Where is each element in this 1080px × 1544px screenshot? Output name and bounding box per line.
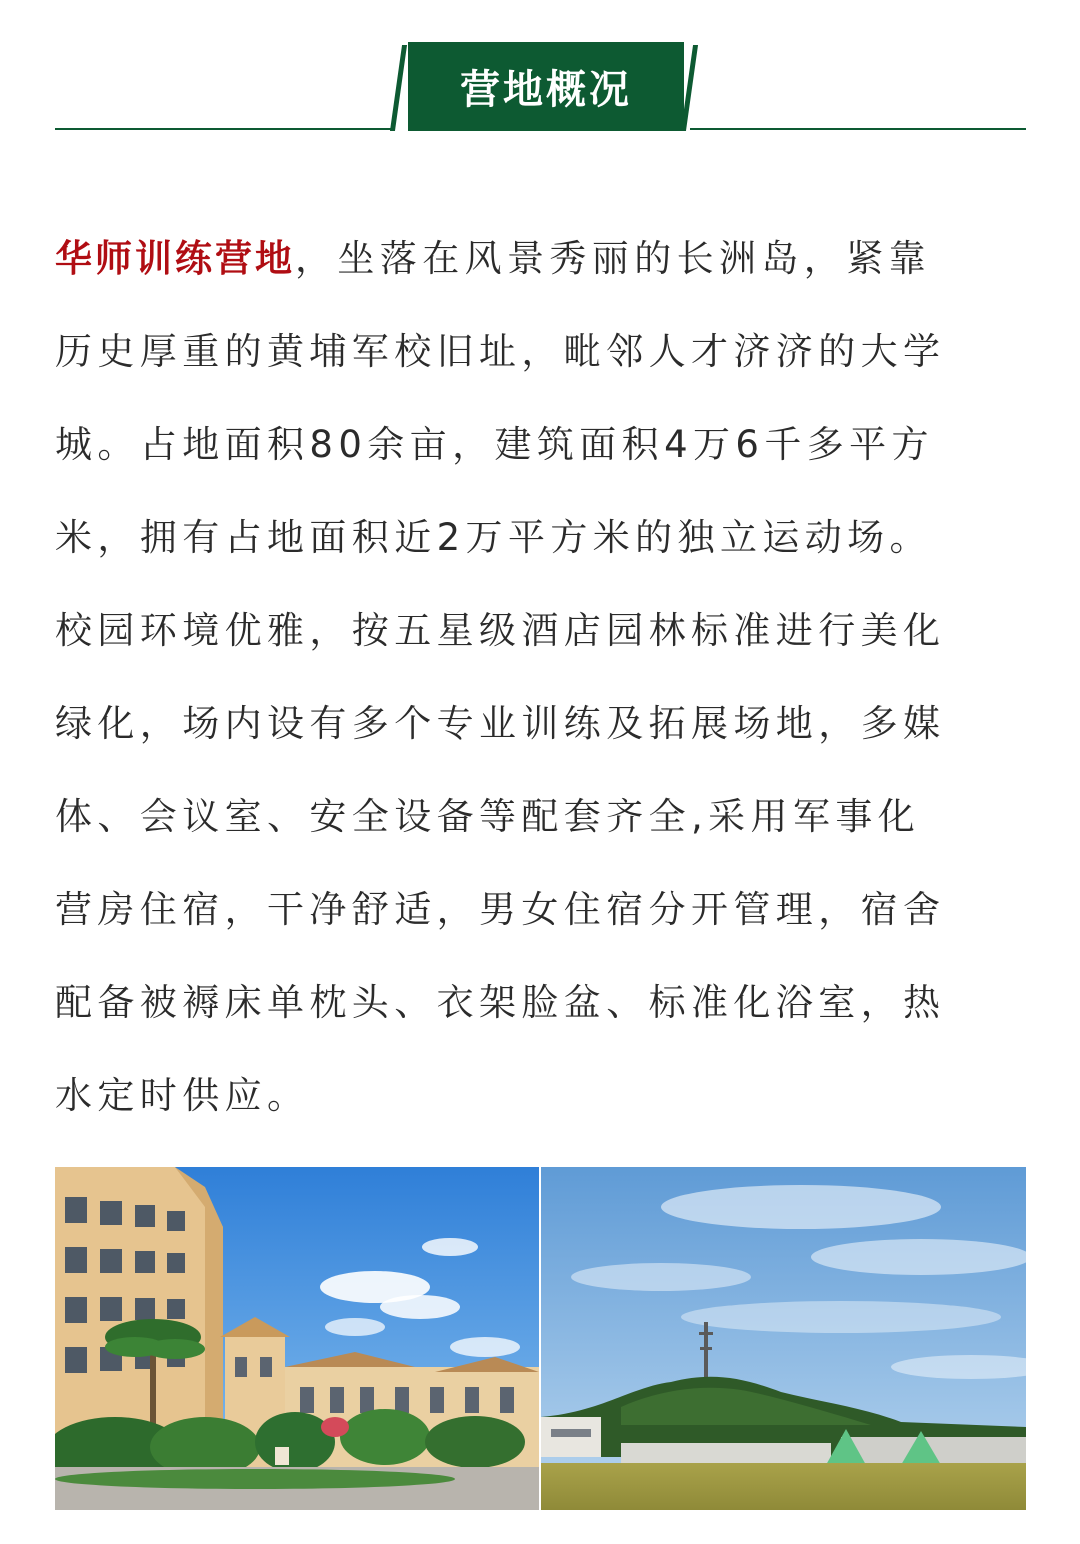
paragraph-line: 体、会议室、安全设备等配套齐全,采用军事化 bbox=[55, 795, 921, 838]
sports-field-photo bbox=[541, 1167, 1026, 1510]
camp-name-highlight: 华师训练营地 bbox=[55, 237, 295, 280]
section-header bbox=[0, 0, 1080, 150]
paragraph-line bbox=[55, 212, 1030, 305]
paragraph-line: 校园环境优雅，按五星级酒店园林标准进行美化 bbox=[55, 609, 946, 652]
paragraph-line: 城。占地面积80余亩，建筑面积4万6千多平方 bbox=[55, 423, 934, 466]
paragraph-line: 绿化，场内设有多个专业训练及拓展场地，多媒 bbox=[55, 702, 946, 745]
header-slash-left bbox=[390, 45, 407, 131]
paragraph-line-text: ，坐落在风景秀丽的长洲岛，紧靠 bbox=[295, 237, 931, 280]
campus-building-photo bbox=[55, 1167, 539, 1510]
header-rule-left bbox=[55, 128, 392, 130]
paragraph-line: 历史厚重的黄埔军校旧址，毗邻人才济济的大学 bbox=[55, 330, 946, 373]
paragraph-line: 水定时供应。 bbox=[55, 1074, 310, 1117]
paragraph-line: 配备被褥床单枕头、衣架脸盆、标准化浴室，热 bbox=[55, 981, 946, 1024]
header-rule-right bbox=[690, 128, 1026, 130]
paragraph-line: 米，拥有占地面积近2万平方米的独立运动场。 bbox=[55, 516, 932, 559]
section-title-box bbox=[408, 42, 684, 131]
section-title: 营地概况 bbox=[460, 67, 632, 113]
paragraph-line: 营房住宿，干净舒适，男女住宿分开管理，宿舍 bbox=[55, 888, 946, 931]
intro-paragraph bbox=[55, 212, 1030, 1142]
